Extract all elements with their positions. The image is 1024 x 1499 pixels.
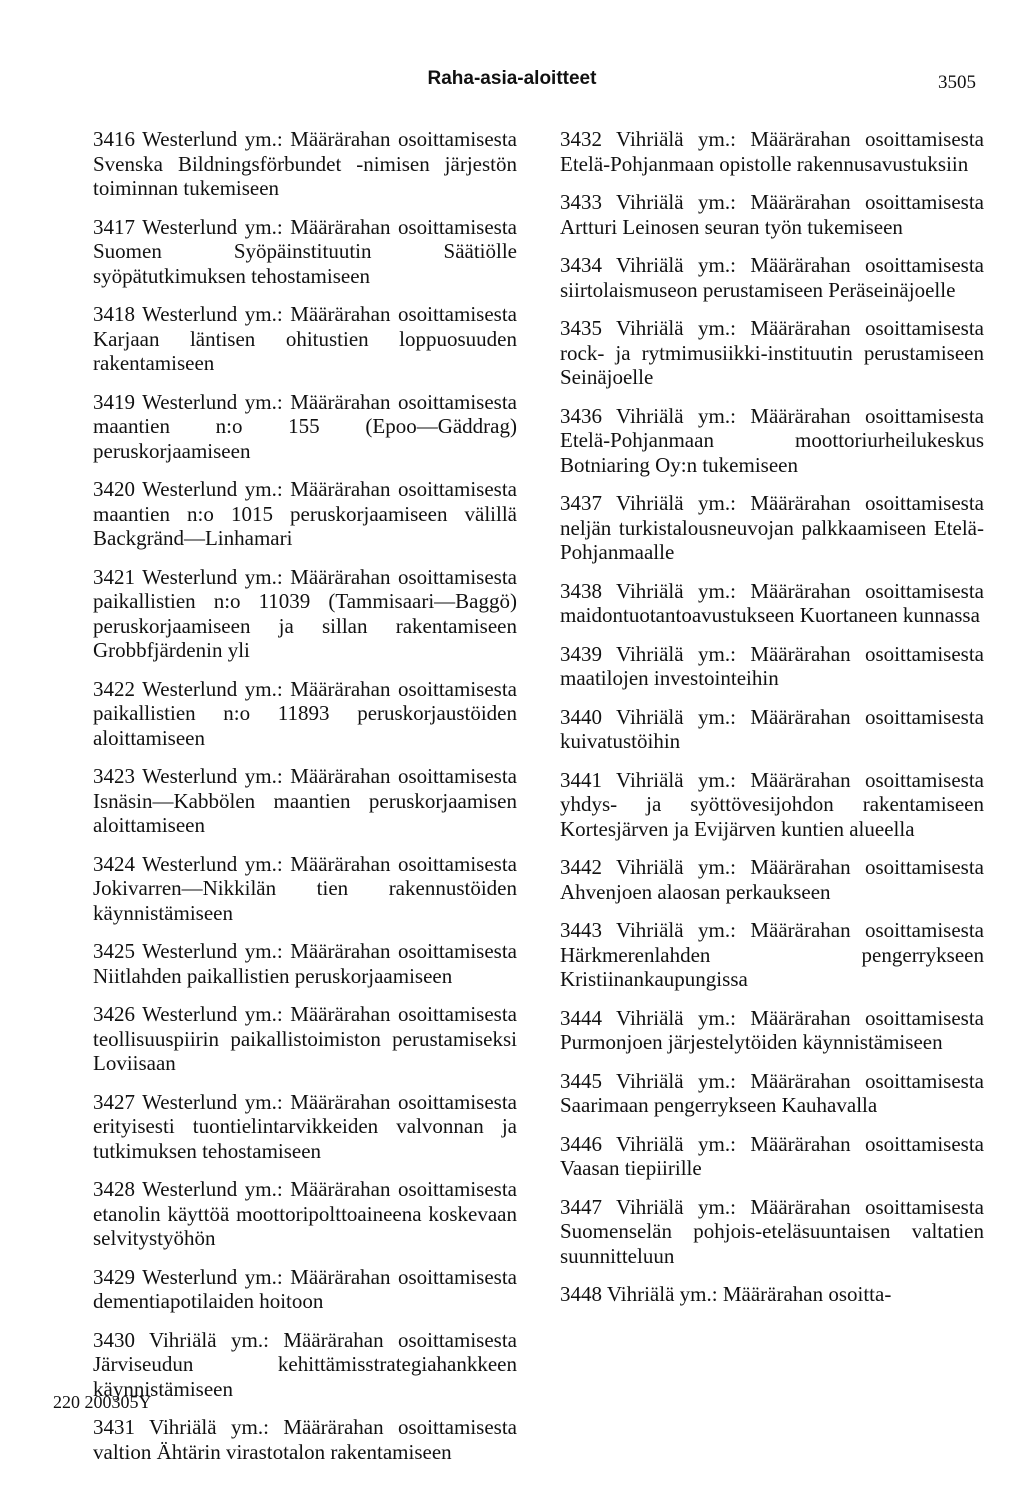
list-item: 3444 Vihriälä ym.: Määrärahan osoittamisesta Purmonjoen järjestelytöiden käynnistämiseen — [560, 1005, 984, 1054]
list-item: 3437 Vihriälä ym.: Määrärahan osoittamisesta neljän turkistalousneuvojan palkkaamiseen Etelä-Pohjanmaalle — [560, 491, 984, 564]
list-item: 3424 Westerlund ym.: Määrärahan osoittamisesta Jokivarren—Nikkilän tien rakennustöiden käynnistämiseen — [93, 851, 517, 925]
list-item: 3434 Vihriälä ym.: Määrärahan osoittamisesta siirtolaismuseon perustamiseen Peräseinäjoelle — [560, 253, 984, 302]
list-item: 3431 Vihriälä ym.: Määrärahan osoittamisesta valtion Ähtärin virastotalon rakentamiseen — [93, 1415, 517, 1464]
left-column — [93, 127, 517, 1478]
list-item: 3428 Westerlund ym.: Määrärahan osoittamisesta etanolin käyttöä moottoripolttoaineena koskevaan selvitystyöhön — [93, 1177, 517, 1250]
list-item: 3422 Westerlund ym.: Määrärahan osoittamisesta paikallistien n:o 11893 peruskorjaustöiden aloittamiseen — [93, 676, 517, 750]
list-item: 3446 Vihriälä ym.: Määrärahan osoittamisesta Vaasan tiepiirille — [560, 1131, 984, 1180]
list-item: 3436 Vihriälä ym.: Määrärahan osoittamisesta Etelä-Pohjanmaan moottoriurheilukeskus Botniaring Oy:n tukemiseen — [560, 403, 984, 477]
page-number: 3505 — [938, 72, 976, 93]
list-item: 3425 Westerlund ym.: Määrärahan osoittamisesta Niitlahden paikallistien peruskorjaamiseen — [93, 939, 517, 988]
list-item: 3419 Westerlund ym.: Määrärahan osoittamisesta maantien n:o 155 (Epoo—Gäddrag) peruskorjaamiseen — [93, 389, 517, 463]
list-item: 3418 Westerlund ym.: Määrärahan osoittamisesta Karjaan läntisen ohitustien loppuosuuden rakentamiseen — [93, 302, 517, 375]
list-item: 3443 Vihriälä ym.: Määrärahan osoittamisesta Härkmerenlahden pengerrykseen Kristiinankaupungissa — [560, 918, 984, 991]
list-item: 3435 Vihriälä ym.: Määrärahan osoittamisesta rock- ja rytmimusiikki-instituutin perustamiseen Seinäjoelle — [560, 316, 984, 389]
list-item: 3430 Vihriälä ym.: Määrärahan osoittamisesta Järviseudun kehittämisstrategiahankkeen käynnistämiseen — [93, 1327, 517, 1401]
list-item: 3448 Vihriälä ym.: Määrärahan osoitta- — [560, 1282, 892, 1306]
list-item: 3420 Westerlund ym.: Määrärahan osoittamisesta maantien n:o 1015 peruskorjaamiseen välillä Backgränd—Linhamari — [93, 477, 517, 550]
list-item: 3426 Westerlund ym.: Määrärahan osoittamisesta teollisuuspiirin paikallistoimiston perustamiseksi Loviisaan — [93, 1002, 517, 1075]
page-footer: 220 200305Y — [53, 1392, 152, 1412]
list-item: 3432 Vihriälä ym.: Määrärahan osoittamisesta Etelä-Pohjanmaan opistolle rakennusavustuksiin — [560, 127, 984, 176]
list-item: 3417 Westerlund ym.: Määrärahan osoittamisesta Suomen Syöpäinstituutin Säätiölle syöpätutkimuksen tehostamiseen — [93, 214, 517, 288]
list-item: 3429 Westerlund ym.: Määrärahan osoittamisesta dementiapotilaiden hoitoon — [93, 1264, 517, 1313]
list-item: 3441 Vihriälä ym.: Määrärahan osoittamisesta yhdys- ja syöttövesijohdon rakentamiseen Kortesjärven ja Evijärven kuntien alueella — [560, 767, 984, 841]
list-item: 3438 Vihriälä ym.: Määrärahan osoittamisesta maidontuotantoavustukseen Kuortaneen kunnassa — [560, 578, 984, 627]
page-header-title: Raha-asia-aloitteet — [427, 68, 597, 89]
list-item: 3447 Vihriälä ym.: Määrärahan osoittamisesta Suomenselän pohjois-eteläsuuntaisen valtatien suunnitteluun — [560, 1194, 984, 1268]
list-item: 3423 Westerlund ym.: Määrärahan osoittamisesta Isnäsin—Kabbölen maantien peruskorjaamisen aloittamiseen — [93, 764, 517, 837]
list-item: 3427 Westerlund ym.: Määrärahan osoittamisesta erityisesti tuontielintarvikkeiden valvonnan ja tutkimuksen tehostamiseen — [93, 1089, 517, 1163]
list-item: 3416 Westerlund ym.: Määrärahan osoittamisesta Svenska Bildningsförbundet -nimisen järjestön toiminnan tukemiseen — [93, 127, 517, 200]
list-item: 3421 Westerlund ym.: Määrärahan osoittamisesta paikallistien n:o 11039 (Tammisaari—Baggö) peruskorjaamiseen ja sillan rakentamiseen Grobbfjärdenin yli — [93, 564, 517, 662]
right-column — [560, 127, 984, 1321]
list-item: 3433 Vihriälä ym.: Määrärahan osoittamisesta Artturi Leinosen seuran työn tukemiseen — [560, 190, 984, 239]
list-item: 3442 Vihriälä ym.: Määrärahan osoittamisesta Ahvenjoen alaosan perkaukseen — [560, 855, 984, 904]
list-item: 3445 Vihriälä ym.: Määrärahan osoittamisesta Saarimaan pengerrykseen Kauhavalla — [560, 1068, 984, 1117]
list-item: 3440 Vihriälä ym.: Määrärahan osoittamisesta kuivatustöihin — [560, 704, 984, 753]
list-item: 3439 Vihriälä ym.: Määrärahan osoittamisesta maatilojen investointeihin — [560, 641, 984, 690]
